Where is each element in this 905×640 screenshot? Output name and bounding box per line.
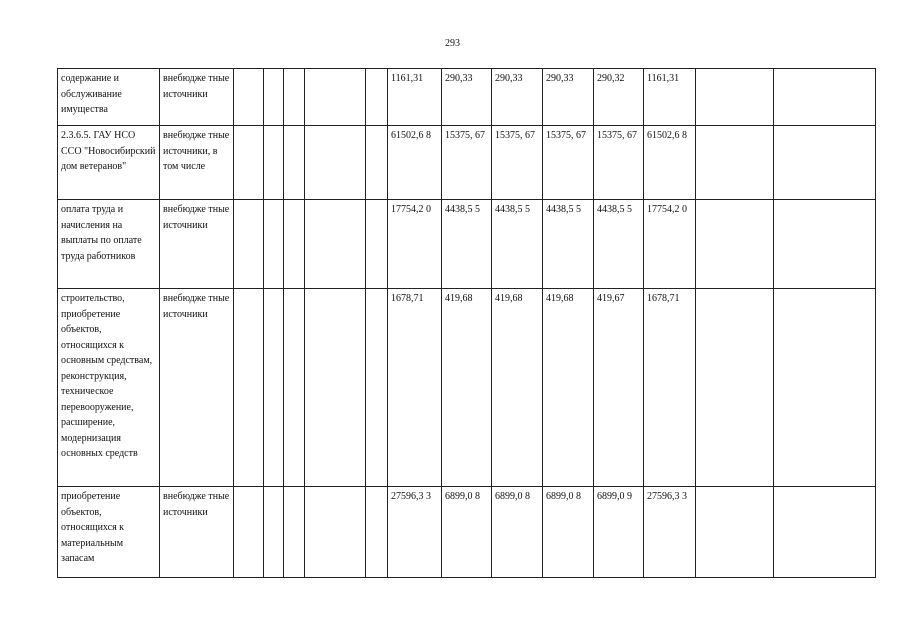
value-q2: 290,33	[492, 69, 543, 126]
value-q2: 6899,0 8	[492, 487, 543, 578]
funding-source: внебюдже тные источники	[160, 69, 234, 126]
value-q4: 4438,5 5	[594, 200, 644, 289]
value-q3: 4438,5 5	[543, 200, 594, 289]
funding-source: внебюдже тные источники, в том числе	[160, 126, 234, 200]
value-q3: 419,68	[543, 289, 594, 487]
value-sum: 17754,2 0	[644, 200, 696, 289]
row-name: оплата труда и начисления на выплаты по оплате труда работников	[58, 200, 160, 289]
row-name: приобретение объектов, относящихся к материальным запасам	[58, 487, 160, 578]
value-q4: 15375, 67	[594, 126, 644, 200]
value-q2: 15375, 67	[492, 126, 543, 200]
funding-source: внебюдже тные источники	[160, 200, 234, 289]
funding-source: внебюдже тные источники	[160, 289, 234, 487]
value-q1: 6899,0 8	[442, 487, 492, 578]
row-name: содержание и обслуживание имущества	[58, 69, 160, 126]
page-number: 293	[445, 38, 460, 49]
value-q1: 419,68	[442, 289, 492, 487]
funding-source: внебюдже тные источники	[160, 487, 234, 578]
value-sum: 1678,71	[644, 289, 696, 487]
value-q2: 419,68	[492, 289, 543, 487]
value-q2: 4438,5 5	[492, 200, 543, 289]
row-name: строительство, приобретение объектов, относящихся к основным средствам, реконструкция, техническое перевооружение, расширение, модернизация основных средств	[58, 289, 160, 487]
value-q3: 15375, 67	[543, 126, 594, 200]
value-q4: 6899,0 9	[594, 487, 644, 578]
value-total: 61502,6 8	[388, 126, 442, 200]
value-sum: 27596,3 3	[644, 487, 696, 578]
table-row	[58, 69, 876, 126]
value-sum: 1161,31	[644, 69, 696, 126]
table-row	[58, 289, 876, 487]
value-q3: 6899,0 8	[543, 487, 594, 578]
value-total: 27596,3 3	[388, 487, 442, 578]
value-total: 1678,71	[388, 289, 442, 487]
value-q4: 290,32	[594, 69, 644, 126]
budget-table	[57, 68, 876, 578]
table-row	[58, 126, 876, 200]
value-q1: 15375, 67	[442, 126, 492, 200]
value-q1: 4438,5 5	[442, 200, 492, 289]
row-name: 2.3.6.5. ГАУ НСО ССО "Новосибирский дом ветеранов"	[58, 126, 160, 200]
value-sum: 61502,6 8	[644, 126, 696, 200]
value-q3: 290,33	[543, 69, 594, 126]
value-q1: 290,33	[442, 69, 492, 126]
value-total: 1161,31	[388, 69, 442, 126]
value-q4: 419,67	[594, 289, 644, 487]
table-row	[58, 200, 876, 289]
table-row	[58, 487, 876, 578]
value-total: 17754,2 0	[388, 200, 442, 289]
